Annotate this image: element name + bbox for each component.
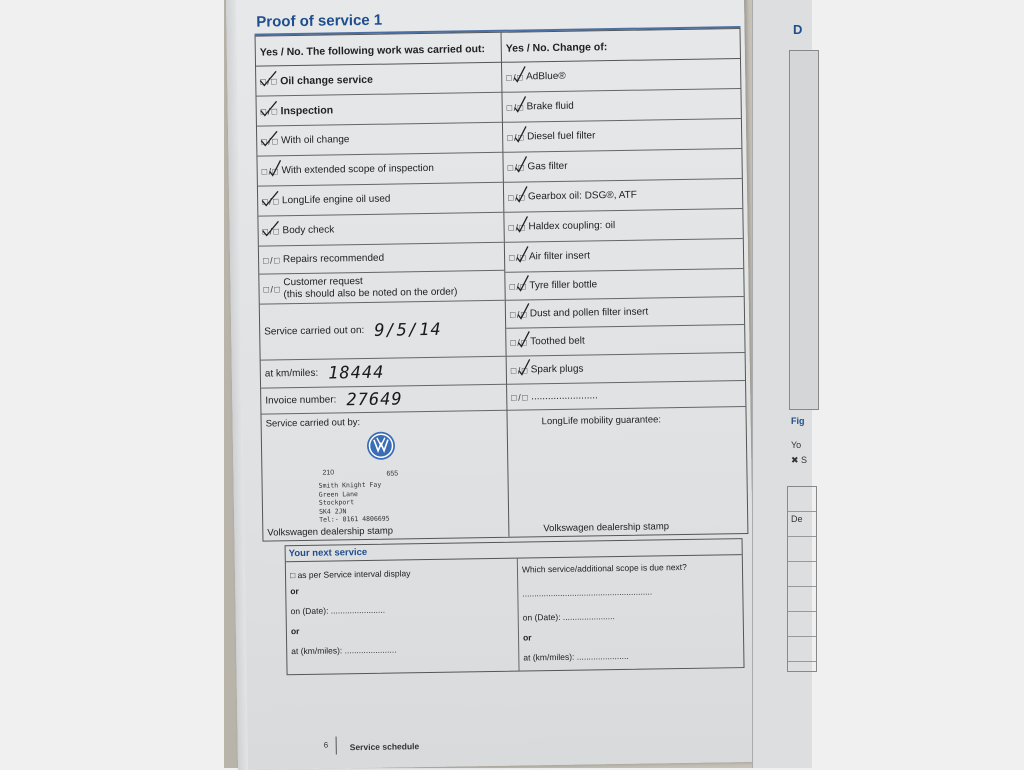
row-label: Gas filter xyxy=(527,160,568,173)
invoice-row xyxy=(261,385,506,415)
work-carried-out-column xyxy=(256,33,510,541)
mobility-guarantee-area xyxy=(507,407,747,539)
service-work-row xyxy=(257,93,502,127)
yes-no-checkbox-icon: □ / □ xyxy=(260,105,277,117)
page-edge xyxy=(226,0,248,770)
change-of-row xyxy=(506,325,744,357)
yes-no-checkbox-icon: □ / □ xyxy=(260,75,277,87)
stamp-number: 655 xyxy=(386,470,399,478)
document-photo xyxy=(224,0,808,768)
row-label: Spark plugs xyxy=(530,363,584,376)
change-of-row xyxy=(502,89,740,123)
row-label: Service carried out on: xyxy=(264,324,365,338)
adjacent-text: Yo xyxy=(791,440,802,450)
adjacent-text: ✖ S xyxy=(791,455,808,465)
adjacent-page-letter: D xyxy=(793,22,803,37)
next-km-field-right: at (km/miles): ...................... xyxy=(523,650,629,663)
handwritten-value: 18444 xyxy=(328,362,385,384)
or-label: or xyxy=(290,626,300,637)
row-label: With oil change xyxy=(280,134,350,147)
next-service-box xyxy=(285,538,745,675)
row-label: AdBlue® xyxy=(526,70,566,83)
yes-no-checkbox-icon: □ / □ xyxy=(261,165,278,177)
next-date-field-right: on (Date): ...................... xyxy=(522,611,615,623)
dealer-stamp-address: Smith Knight Fay Green Lane Stockport SK4 2JN Tel:- 0161 4806695 xyxy=(318,480,390,525)
or-label: or xyxy=(522,632,532,643)
interval-display-option: □ as per Service interval display xyxy=(289,568,411,581)
yes-no-checkbox-icon: □ / □ xyxy=(509,308,526,320)
yes-no-checkbox-icon: □ / □ xyxy=(506,101,523,113)
service-work-row xyxy=(256,63,501,97)
handwritten-tick-icon xyxy=(504,65,524,81)
row-label: Brake fluid xyxy=(526,100,574,113)
handwritten-tick-icon xyxy=(260,189,280,205)
service-by-label: Service carried out by: xyxy=(265,417,361,430)
handwritten-value: 27649 xyxy=(346,388,403,410)
row-label: Invoice number: xyxy=(265,394,337,407)
row-label: Inspection xyxy=(280,103,334,117)
change-of-row xyxy=(503,149,741,183)
stamp-code: 210 xyxy=(322,469,335,477)
row-label: Repairs recommended xyxy=(282,252,385,266)
row-label: With extended scope of inspection xyxy=(281,162,434,177)
row-label: Dust and pollen filter insert xyxy=(529,306,649,320)
service-work-row xyxy=(259,243,504,275)
change-of-row xyxy=(505,239,743,273)
yes-no-checkbox-icon: □ / □ xyxy=(508,191,525,203)
row-label: Diesel fuel filter xyxy=(526,130,596,143)
change-of-row xyxy=(504,179,742,213)
footer-section: Service schedule xyxy=(349,741,420,753)
yes-no-checkbox-icon: □ / □ xyxy=(511,391,528,403)
page-number: 6 xyxy=(323,740,329,750)
service-work-row xyxy=(259,271,504,305)
row-label: Haldex coupling: oil xyxy=(528,220,616,233)
row-label: Customer request (this should also be noted on the order) xyxy=(283,275,458,300)
yes-no-checkbox-icon: □ / □ xyxy=(510,364,527,376)
handwritten-tick-icon xyxy=(258,69,278,85)
yes-no-checkbox-icon: □ / □ xyxy=(510,336,527,348)
service-by-stamp-area xyxy=(261,411,508,543)
yes-no-checkbox-icon: □ / □ xyxy=(509,280,526,292)
change-of-row xyxy=(504,209,742,243)
handwritten-tick-icon xyxy=(509,358,529,374)
change-of-column xyxy=(502,29,748,537)
row-label: LongLife engine oil used xyxy=(281,193,391,207)
change-of-row xyxy=(507,381,745,411)
handwritten-tick-icon xyxy=(507,245,527,261)
page-title: Proof of service 1 xyxy=(256,11,383,31)
change-of-row xyxy=(503,119,741,153)
yes-no-checkbox-icon: □ / □ xyxy=(508,221,525,233)
change-of-row xyxy=(506,297,744,329)
row-label: Toothed belt xyxy=(530,335,585,348)
next-service-title: Your next service xyxy=(286,539,742,562)
proof-of-service-table xyxy=(255,28,749,542)
dealer-stamp-label: Volkswagen dealership stamp xyxy=(267,525,394,539)
yes-no-checkbox-icon: □ / □ xyxy=(507,131,524,143)
handwritten-value: 9/5/14 xyxy=(374,319,442,341)
yes-no-checkbox-icon: □ / □ xyxy=(262,225,279,237)
handwritten-tick-icon xyxy=(259,159,279,175)
vw-logo-icon xyxy=(366,431,396,461)
yes-no-checkbox-icon: □ / □ xyxy=(508,251,526,263)
handwritten-tick-icon xyxy=(507,274,527,290)
row-label: Body check xyxy=(282,224,335,237)
handwritten-tick-icon xyxy=(259,129,279,145)
change-of-row xyxy=(502,59,740,93)
next-date-field: on (Date): ....................... xyxy=(290,604,386,617)
service-work-row xyxy=(257,123,502,157)
handwritten-tick-icon xyxy=(508,330,528,346)
mileage-row xyxy=(261,357,506,389)
service-work-row xyxy=(257,153,502,187)
next-scope-dots: ....................................................... xyxy=(522,586,653,599)
service-book-page xyxy=(226,0,756,770)
next-service-right xyxy=(518,555,744,671)
mobility-guarantee-label: LongLife mobility guarantee: xyxy=(541,414,662,428)
yes-no-checkbox-icon: □ / □ xyxy=(507,161,524,173)
row-label: Tyre filler bottle xyxy=(529,279,598,292)
left-column-header: Yes / No. The following work was carried out: xyxy=(256,33,501,67)
handwritten-tick-icon xyxy=(505,155,525,171)
yes-no-checkbox-icon: □ / □ xyxy=(506,71,523,83)
adjacent-fig-label: Fig xyxy=(791,416,805,426)
handwritten-tick-icon xyxy=(505,125,525,141)
adjacent-text: De xyxy=(791,514,803,524)
service-date-row xyxy=(260,301,506,361)
yes-no-checkbox-icon: □ / □ xyxy=(262,254,280,266)
handwritten-tick-icon xyxy=(260,219,280,235)
next-service-left xyxy=(286,559,520,675)
handwritten-tick-icon xyxy=(505,95,525,111)
service-work-row xyxy=(258,183,503,217)
handwritten-tick-icon xyxy=(508,302,528,318)
right-column-header: Yes / No. Change of: xyxy=(502,29,740,63)
footer-rule xyxy=(336,736,337,754)
adjacent-page-figure xyxy=(789,50,819,410)
or-label: or xyxy=(290,586,299,597)
handwritten-tick-icon xyxy=(506,185,526,201)
row-label: Air filter insert xyxy=(528,250,591,263)
mobility-stamp-label: Volkswagen dealership stamp xyxy=(543,521,670,535)
yes-no-checkbox-icon: □ / □ xyxy=(262,195,279,207)
handwritten-tick-icon xyxy=(506,215,526,231)
yes-no-checkbox-icon: □ / □ xyxy=(263,283,280,295)
yes-no-checkbox-icon: □ / □ xyxy=(261,135,278,147)
next-scope-question: Which service/additional scope is due next? xyxy=(521,561,687,575)
service-work-row xyxy=(258,213,503,247)
row-label: Gearbox oil: DSG®, ATF xyxy=(527,189,637,203)
change-of-row xyxy=(507,353,745,385)
next-km-field: at (km/miles): ...................... xyxy=(291,644,397,657)
row-label: Oil change service xyxy=(280,73,374,87)
change-of-row xyxy=(505,269,743,301)
adjacent-page xyxy=(752,0,812,768)
row-label: ........................ xyxy=(531,390,598,403)
handwritten-tick-icon xyxy=(259,99,279,115)
row-label: at km/miles: xyxy=(264,367,319,380)
